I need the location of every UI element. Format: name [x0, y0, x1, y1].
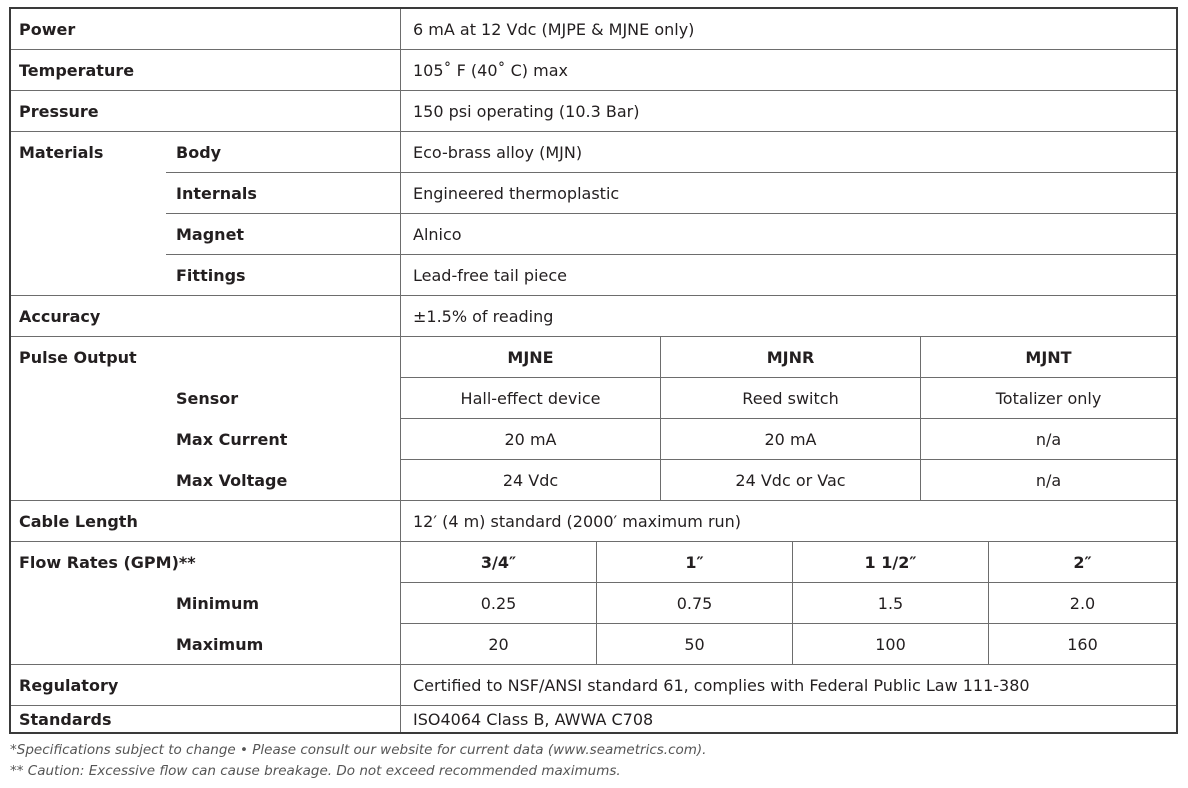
table-row-power — [11, 9, 1176, 49]
table-cell: 20 mA — [400, 419, 660, 459]
table-row-pulse-max-voltage — [11, 460, 1176, 500]
table-cell: 100 — [792, 624, 988, 664]
row-sublabel: Body — [176, 142, 222, 162]
table-row-pulse-sensor — [11, 378, 1176, 418]
row-sublabel: Max Current — [176, 429, 288, 449]
table-cell: n/a — [920, 419, 1176, 459]
section-label-pulse-output: Pulse Output — [19, 347, 137, 367]
row-sublabel: Maximum — [176, 634, 264, 654]
table-row-pressure — [11, 91, 1176, 131]
table-cell: 20 mA — [660, 419, 920, 459]
row-label: Cable Length — [19, 511, 138, 531]
table-row-flow-rates-header — [11, 542, 1176, 582]
row-sublabel: Sensor — [176, 388, 239, 408]
table-cell: Hall-effect device — [400, 378, 660, 418]
table-row-regulatory — [11, 665, 1176, 705]
table-row-flow-maximum — [11, 624, 1176, 664]
row-sublabel: Internals — [176, 183, 257, 203]
column-header: 3/4″ — [400, 542, 596, 582]
row-value: Engineered thermoplastic — [400, 173, 1176, 213]
table-cell: Totalizer only — [920, 378, 1176, 418]
row-value: ±1.5% of reading — [400, 296, 1176, 336]
table-row-pulse-output-header — [11, 337, 1176, 377]
row-label: Power — [19, 19, 76, 39]
table-cell: n/a — [920, 460, 1176, 500]
table-row-cable-length — [11, 501, 1176, 541]
column-header: 1 1/2″ — [792, 542, 988, 582]
section-label-materials: Materials — [19, 142, 104, 162]
row-value: ISO4064 Class B, AWWA C708 — [400, 706, 1176, 732]
row-label: Accuracy — [19, 306, 101, 326]
spec-table — [9, 7, 1178, 734]
row-value: 105˚ F (40˚ C) max — [400, 50, 1176, 90]
table-cell: 20 — [400, 624, 596, 664]
row-value: 6 mA at 12 Vdc (MJPE & MJNE only) — [400, 9, 1176, 49]
row-value: Lead-free tail piece — [400, 255, 1176, 295]
column-header: 1″ — [596, 542, 792, 582]
row-sublabel: Max Voltage — [176, 470, 288, 490]
table-cell: 24 Vdc or Vac — [660, 460, 920, 500]
row-sublabel: Fittings — [176, 265, 246, 285]
row-label: Temperature — [19, 60, 135, 80]
footnote: ** Caution: Excessive flow can cause breakage. Do not exceed recommended maximums. — [10, 763, 621, 779]
table-cell: 160 — [988, 624, 1176, 664]
footnote: *Specifications subject to change • Please consult our website for current data (www.seametrics.com). — [10, 742, 707, 758]
table-cell: 24 Vdc — [400, 460, 660, 500]
column-header: MJNE — [400, 337, 660, 377]
table-cell: Reed switch — [660, 378, 920, 418]
row-value: Certified to NSF/ANSI standard 61, complies with Federal Public Law 111-380 — [400, 665, 1176, 705]
table-cell: 0.25 — [400, 583, 596, 623]
row-label: Standards — [19, 709, 112, 729]
row-value: Alnico — [400, 214, 1176, 254]
table-row-materials-fittings — [11, 255, 1176, 295]
table-row-flow-minimum — [11, 583, 1176, 623]
table-cell: 2.0 — [988, 583, 1176, 623]
table-cell: 50 — [596, 624, 792, 664]
row-label: Pressure — [19, 101, 99, 121]
table-row-materials-body — [11, 132, 1176, 172]
column-header: 2″ — [988, 542, 1176, 582]
row-value: Eco-brass alloy (MJN) — [400, 132, 1176, 172]
table-row-accuracy — [11, 296, 1176, 336]
table-row-standards — [11, 706, 1176, 732]
section-label-flow-rates: Flow Rates (GPM)** — [19, 552, 196, 572]
table-cell: 1.5 — [792, 583, 988, 623]
table-row-temperature — [11, 50, 1176, 90]
table-cell: 0.75 — [596, 583, 792, 623]
footnotes — [10, 740, 706, 782]
column-header: MJNR — [660, 337, 920, 377]
table-row-materials-magnet — [11, 214, 1176, 254]
row-value: 150 psi operating (10.3 Bar) — [400, 91, 1176, 131]
table-row-pulse-max-current — [11, 419, 1176, 459]
row-sublabel: Magnet — [176, 224, 245, 244]
row-label: Regulatory — [19, 675, 119, 695]
column-header: MJNT — [920, 337, 1176, 377]
row-value: 12′ (4 m) standard (2000′ maximum run) — [400, 501, 1176, 541]
row-sublabel: Minimum — [176, 593, 260, 613]
table-row-materials-internals — [11, 173, 1176, 213]
